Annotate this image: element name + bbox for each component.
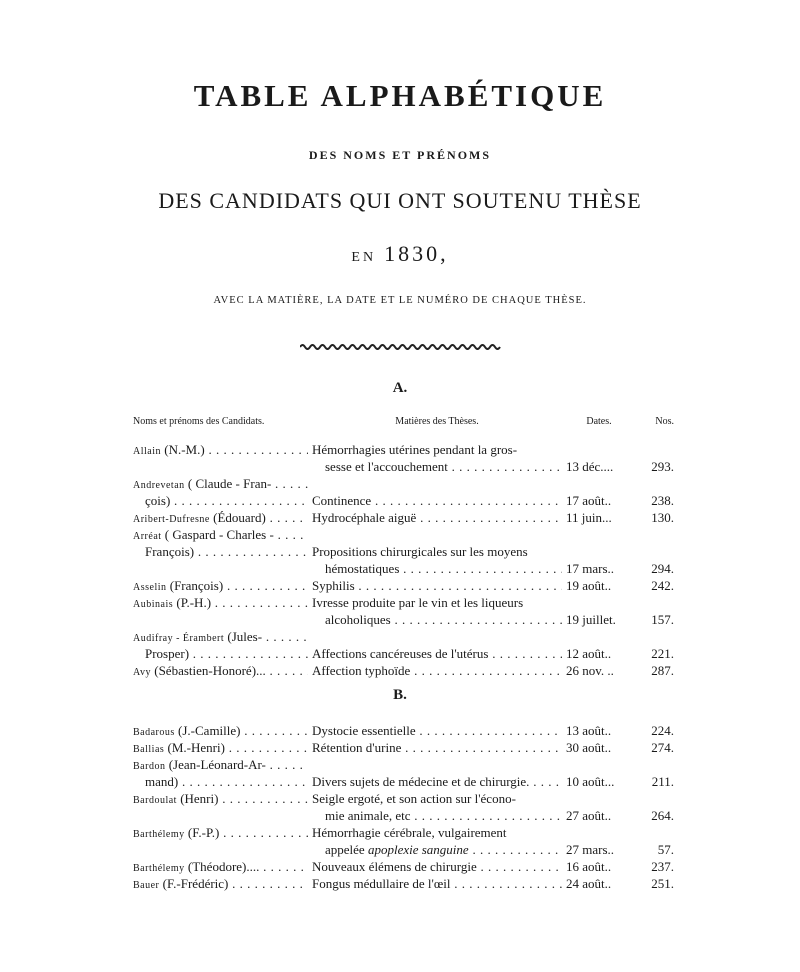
- thesis-matter-cell: [312, 543, 562, 560]
- thesis-number: 238.: [651, 493, 674, 508]
- thesis-date: 12 août..: [566, 646, 612, 661]
- candidate-given-names: (F.-Frédéric) . . .: [159, 876, 308, 891]
- thesis-matter-cell: [312, 875, 562, 892]
- thesis-number: 57.: [657, 842, 674, 857]
- thesis-matter: Seigle ergoté, et son action sur l'écono-: [312, 791, 516, 806]
- table-row: [0, 841, 800, 858]
- thesis-matter-cell: [312, 824, 562, 841]
- candidate-given-names: François) . . .: [145, 544, 308, 559]
- candidate-surname: Asselin: [133, 582, 167, 593]
- section-b-rows: [0, 722, 800, 892]
- candidate-given-names: ( Gaspard - Charles - . . .: [162, 527, 308, 542]
- thesis-matter-cell: [325, 807, 562, 824]
- candidate-given-names: (Henri) . . .: [177, 791, 308, 806]
- subtitle-candidates: DES CANDIDATS QUI ONT SOUTENU THÈSE: [158, 188, 642, 213]
- thesis-matter-cell: [312, 577, 562, 594]
- candidate-given-names: (Édouard) . . .: [210, 510, 308, 525]
- thesis-matter: sesse et l'accouchement: [325, 459, 448, 474]
- section-a-rows: [0, 441, 800, 679]
- leader-dots: [411, 808, 562, 823]
- thesis-date: 19 août..: [566, 578, 612, 593]
- table-row: [0, 790, 800, 807]
- thesis-matter-cell: [312, 441, 562, 458]
- thesis-matter-cell: [312, 790, 562, 807]
- leader-dots: [488, 646, 562, 661]
- thesis-matter: Nouveaux élémens de chirurgie: [312, 859, 477, 874]
- thesis-matter: Continence: [312, 493, 372, 508]
- table-row: [0, 875, 800, 892]
- thesis-matter: Fongus médullaire de l'œil: [312, 876, 451, 891]
- candidate-given-names: (François) . . .: [167, 578, 309, 593]
- thesis-matter: Affection typhoïde: [312, 663, 411, 678]
- thesis-matter: Hémorrhagie cérébrale, vulgairement: [312, 825, 507, 840]
- page-title: TABLE ALPHABÉTIQUE: [193, 78, 607, 113]
- thesis-date: 10 août...: [566, 774, 615, 789]
- leader-dots: [469, 842, 562, 857]
- thesis-matter-cell: [312, 858, 562, 875]
- candidate-surname: Bauer: [133, 880, 160, 891]
- thesis-matter-cell: [325, 611, 562, 628]
- thesis-number: 157.: [651, 612, 674, 627]
- table-row: [0, 722, 800, 739]
- column-header-name: Noms et prénoms des Candidats.: [133, 416, 265, 427]
- leader-dots: [401, 740, 562, 755]
- thesis-matter: Divers sujets de médecine et de chirurgie.: [312, 774, 530, 789]
- table-row: [0, 560, 800, 577]
- thesis-matter: Affections cancéreuses de l'utérus: [312, 646, 489, 661]
- section-letter-b: B.: [393, 687, 407, 703]
- table-row: [0, 526, 800, 543]
- table-row: [0, 543, 800, 560]
- table-row: [0, 611, 800, 628]
- table-row: [0, 756, 800, 773]
- candidate-surname: Aribert-Dufresne: [133, 514, 210, 525]
- candidate-surname: Andrevetan: [133, 480, 185, 491]
- thesis-date: 17 août..: [566, 493, 612, 508]
- subtitle-names: DES NOMS ET PRÉNOMS: [308, 148, 492, 162]
- candidate-name-cell: [145, 645, 308, 662]
- candidate-surname: Allain: [133, 446, 161, 457]
- leader-dots: [448, 459, 562, 474]
- thesis-matter: Ivresse produite par le vin et les liqueurs: [312, 595, 524, 610]
- thesis-matter-cell: [312, 509, 562, 526]
- candidate-given-names: (Jean-Léonard-Ar- . . .: [165, 757, 308, 772]
- thesis-number: 294.: [651, 561, 674, 576]
- thesis-matter: Dystocie essentielle: [312, 723, 416, 738]
- candidate-surname: Aubinais: [133, 599, 174, 610]
- leader-dots: [399, 561, 562, 576]
- column-header-matter: Matières des Thèses.: [395, 416, 479, 427]
- section-letter-a: A.: [392, 380, 408, 396]
- table-row: [0, 773, 800, 790]
- leader-dots: [416, 723, 562, 738]
- table-row: [0, 594, 800, 611]
- leader-dots: [477, 859, 562, 874]
- table-row: [0, 475, 800, 492]
- thesis-date: 27 août..: [566, 808, 612, 823]
- subtitle-description: AVEC LA MATIÈRE, LA DATE ET LE NUMÉRO DE CHAQUE THÈSE.: [213, 295, 587, 306]
- thesis-number: 221.: [651, 646, 674, 661]
- thesis-number: 287.: [651, 663, 674, 678]
- candidate-surname: Ballias: [133, 744, 165, 755]
- leader-dots: [371, 493, 562, 508]
- candidate-given-names: (J.-Camille) . . .: [175, 723, 308, 738]
- thesis-matter-cell: [325, 560, 562, 577]
- candidate-surname: Barthélemy: [133, 829, 185, 840]
- leader-dots: [355, 578, 562, 593]
- candidate-given-names: (P.-H.) . . .: [173, 595, 308, 610]
- leader-dots: [416, 510, 562, 525]
- year: 1830,: [384, 241, 449, 266]
- thesis-matter-cell: [312, 773, 562, 790]
- column-header-date: Dates.: [586, 416, 612, 427]
- candidate-given-names: (Théodore).... . . .: [185, 859, 308, 874]
- thesis-matter-cell: [312, 722, 562, 739]
- thesis-number: 224.: [651, 723, 674, 738]
- table-row: [0, 807, 800, 824]
- thesis-matter-cell: [325, 458, 562, 475]
- candidate-surname: Barthélemy: [133, 863, 185, 874]
- table-row: [0, 739, 800, 756]
- table-row: [0, 858, 800, 875]
- thesis-matter-cell: [312, 739, 562, 756]
- candidate-given-names: (M.-Henri) . . .: [164, 740, 308, 755]
- thesis-matter: alcoholiques: [325, 612, 391, 627]
- thesis-date: 16 août..: [566, 859, 612, 874]
- table-row: [0, 628, 800, 645]
- candidate-given-names: Prosper) . . .: [145, 646, 308, 661]
- thesis-number: 130.: [651, 510, 674, 525]
- year-prefix: EN: [351, 250, 377, 265]
- thesis-matter: appelée: [325, 842, 368, 857]
- candidate-given-names: mand) . . .: [145, 774, 308, 789]
- candidate-name-cell: [145, 543, 308, 560]
- thesis-matter-cell: [312, 645, 562, 662]
- leader-dots: [391, 612, 562, 627]
- thesis-number: 274.: [651, 740, 674, 755]
- candidate-given-names: (Sébastien-Honoré)... . . .: [151, 663, 308, 678]
- candidate-given-names: (N.-M.) . . .: [161, 442, 308, 457]
- column-header-number: Nos.: [655, 416, 674, 427]
- leader-dots: [529, 774, 562, 789]
- ornament-divider-icon: [300, 342, 502, 352]
- thesis-matter-cell: [325, 841, 562, 858]
- table-row: [0, 441, 800, 458]
- thesis-number: 237.: [651, 859, 674, 874]
- thesis-number: 211.: [651, 774, 674, 789]
- leader-dots: [450, 876, 562, 891]
- candidate-given-names: ( Claude - Fran- . . .: [185, 476, 308, 491]
- candidate-name-cell: [145, 773, 308, 790]
- thesis-matter: Hydrocéphale aiguë: [312, 510, 417, 525]
- candidate-surname: Bardoulat: [133, 795, 177, 806]
- candidate-surname: Audifray - Érambert: [133, 633, 225, 644]
- thesis-date: 26 nov. ..: [566, 663, 614, 678]
- thesis-number: 293.: [651, 459, 674, 474]
- thesis-matter-cell: [312, 594, 562, 611]
- candidate-surname: Avy: [133, 667, 151, 678]
- thesis-number: 242.: [651, 578, 674, 593]
- candidate-given-names: (Jules- . . .: [224, 629, 308, 644]
- thesis-date: 13 août..: [566, 723, 612, 738]
- subtitle-year: [0, 241, 800, 267]
- thesis-date: 27 mars..: [566, 842, 615, 857]
- thesis-date: 13 déc....: [566, 459, 614, 474]
- table-row: [0, 509, 800, 526]
- thesis-matter: mie animale, etc: [325, 808, 411, 823]
- thesis-date: 24 août..: [566, 876, 612, 891]
- thesis-date: 19 juillet.: [566, 612, 616, 627]
- candidate-given-names: çois) . . .: [145, 493, 308, 508]
- candidate-name-cell: [133, 875, 308, 894]
- candidate-surname: Badarous: [133, 727, 175, 738]
- table-row: [0, 645, 800, 662]
- leader-dots: [410, 663, 562, 678]
- thesis-number: 251.: [651, 876, 674, 891]
- thesis-matter: Syphilis: [312, 578, 355, 593]
- candidate-surname: Bardon: [133, 761, 166, 772]
- candidate-name-cell: [145, 492, 308, 509]
- thesis-matter-cell: [312, 492, 562, 509]
- thesis-date: 17 mars..: [566, 561, 615, 576]
- thesis-date: 11 juin...: [566, 510, 612, 525]
- thesis-matter: Hémorrhagies utérines pendant la gros-: [312, 442, 518, 457]
- table-row: [0, 458, 800, 475]
- table-row: [0, 577, 800, 594]
- table-row: [0, 824, 800, 841]
- thesis-number: 264.: [651, 808, 674, 823]
- candidate-name-cell: [133, 662, 308, 681]
- table-row: [0, 492, 800, 509]
- thesis-matter: Rétention d'urine: [312, 740, 402, 755]
- thesis-matter: Propositions chirurgicales sur les moyens: [312, 544, 528, 559]
- thesis-matter-italic: apoplexie sanguine: [367, 842, 469, 857]
- candidate-given-names: (F.-P.) . . .: [185, 825, 308, 840]
- table-row: [0, 662, 800, 679]
- candidate-surname: Arréat: [133, 531, 162, 542]
- thesis-matter: hémostatiques: [325, 561, 400, 576]
- thesis-date: 30 août..: [566, 740, 612, 755]
- thesis-matter-cell: [312, 662, 562, 679]
